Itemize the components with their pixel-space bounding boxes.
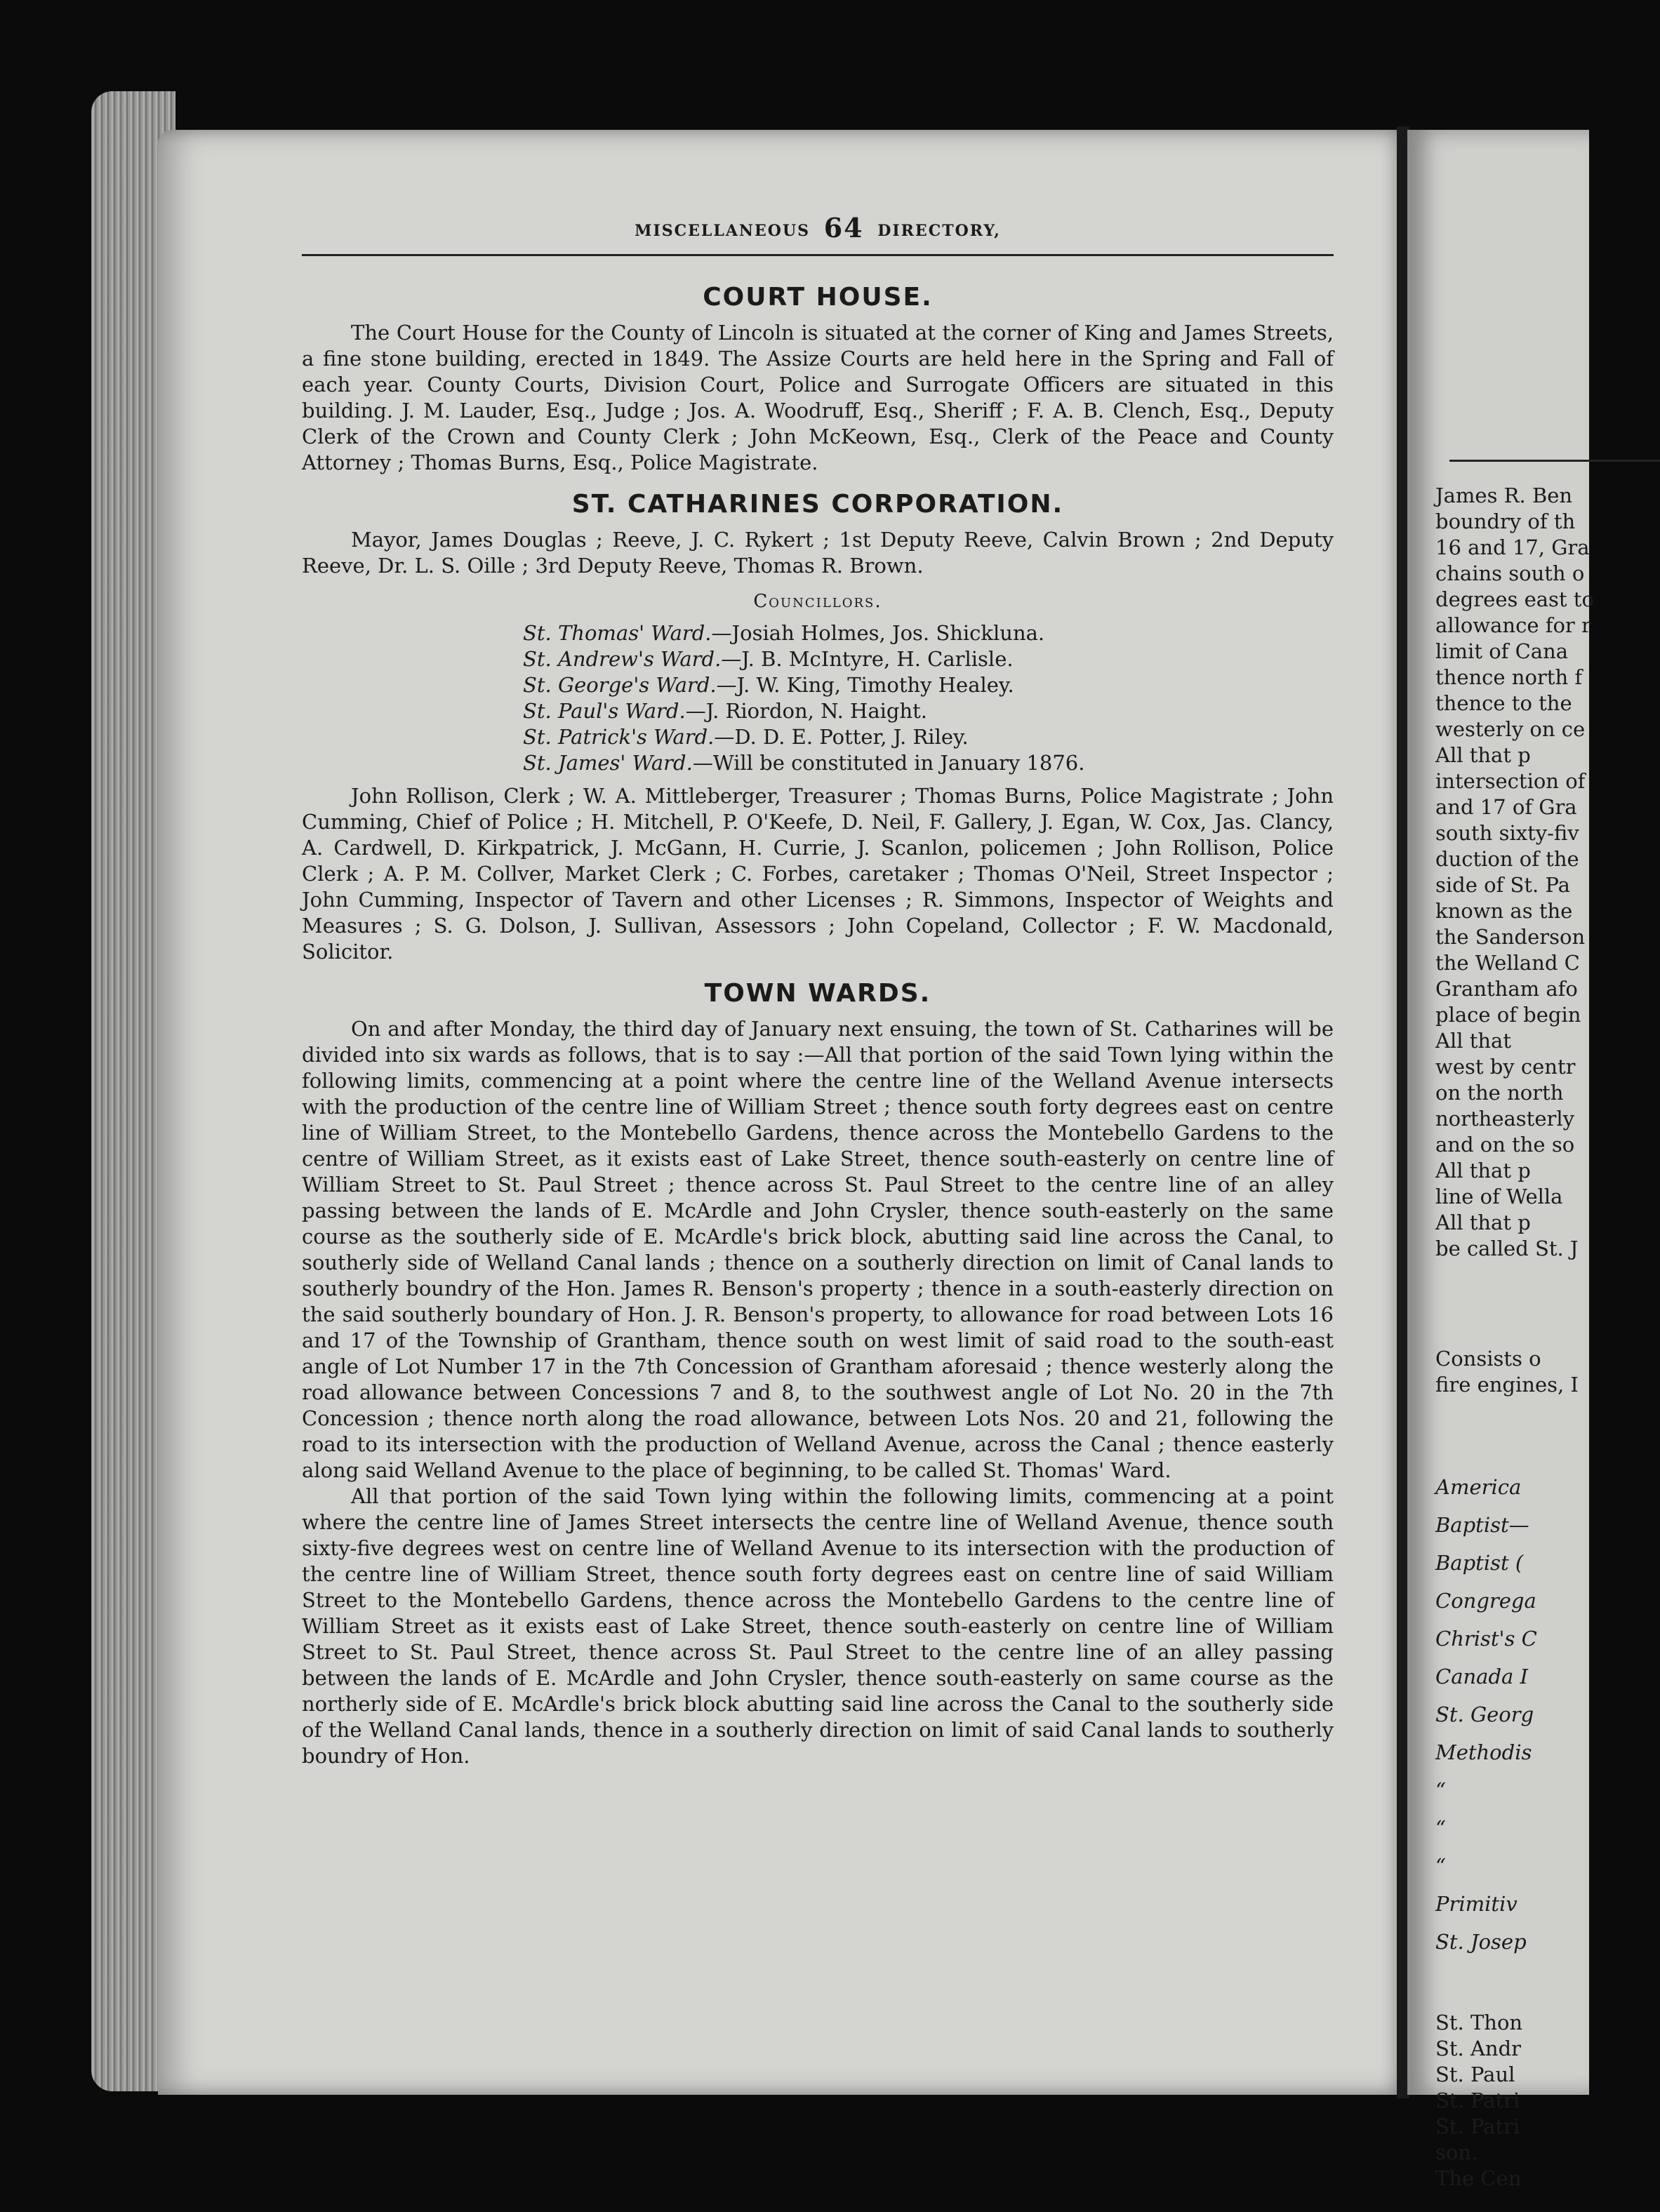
right-page-line: place of begin xyxy=(1435,1003,1581,1027)
church-entry: St. Josep xyxy=(1435,1930,1527,1954)
ward-list-line: St. Paul xyxy=(1435,2063,1515,2086)
right-page-line: Grantham afo xyxy=(1435,977,1578,1001)
church-entry: Canada I xyxy=(1435,1665,1528,1688)
right-page-line: limit of Cana xyxy=(1435,639,1569,663)
head-rule xyxy=(302,254,1334,256)
church-entry: America xyxy=(1435,1475,1522,1499)
ward-entry: St. Paul's Ward.—J. Riordon, N. Haight. xyxy=(523,699,928,723)
right-page-line: the Welland C xyxy=(1435,951,1580,975)
corporation-heading: ST. CATHARINES CORPORATION. xyxy=(571,490,1064,519)
right-page-line: All that xyxy=(1435,1029,1511,1053)
right-page-line: and 17 of Gra xyxy=(1435,795,1577,819)
church-entry: Baptist— xyxy=(1435,1513,1529,1537)
running-head-right: DIRECTORY, xyxy=(877,222,1001,240)
right-page-line: known as the xyxy=(1435,899,1573,923)
town-wards-heading: TOWN WARDS. xyxy=(704,979,931,1008)
corporation-staff: John Rollison, Clerk ; W. A. Mittleberger, Treasurer ; Thomas Burns, Police Magistrate ; John Cumming, Chief of Police ; H. Mitchell, P. O'Keefe, D. Neil, F. Gallery, J. Egan, W. Cox, Jas. Clancy, A. Cardwell, D. Kirkpatrick, J. McGann, H. Currie, J. Scanlon, policemen ; John Rollison, Police Clerk ; A. P. M. Collver, Market Clerk ; C. Forbes, caretaker ; Thomas O'Neil, Street Inspector ; John Cumming, Inspector of Tavern and other Licenses ; R. Simmons, Inspector of Weights and Measures ; S. G. Dolson, J. Sullivan, Assessors ; John Copeland, Collector ; F. W. Macdonald, Solicitor. xyxy=(302,784,1334,964)
church-entry: Methodis xyxy=(1435,1740,1532,1764)
church-entry: “ xyxy=(1435,1854,1446,1878)
right-page-line: thence to the xyxy=(1435,691,1572,715)
councillors-heading: Councillors. xyxy=(753,591,882,612)
ward-list-line: St. Thon xyxy=(1435,2011,1523,2034)
right-page-line: allowance for r xyxy=(1435,613,1591,637)
right-page-line: westerly on ce xyxy=(1435,717,1586,741)
right-rule xyxy=(1449,460,1660,462)
court-house-heading: COURT HOUSE. xyxy=(703,283,933,312)
ward-list-line: St. Patri xyxy=(1435,2114,1520,2138)
church-entry: Christ's C xyxy=(1435,1627,1537,1651)
right-page-line: be called St. J xyxy=(1435,1237,1579,1260)
right-page-line: 16 and 17, Gra xyxy=(1435,535,1590,559)
right-page-line: All that p xyxy=(1435,743,1531,767)
ward-list-line: son. xyxy=(1435,2140,1478,2164)
right-page-line: intersection of xyxy=(1435,769,1586,793)
right-page-line: degrees east to xyxy=(1435,587,1594,611)
right-page-line: and on the so xyxy=(1435,1133,1575,1157)
church-entry: Congrega xyxy=(1435,1589,1536,1613)
ward-entry: St. James' Ward.—Will be constituted in January 1876. xyxy=(523,751,1085,775)
right-page-line: northeasterly xyxy=(1435,1107,1575,1131)
right-page-line: side of St. Pa xyxy=(1435,873,1570,897)
right-page-line: All that p xyxy=(1435,1159,1531,1182)
corporation-officers: Mayor, James Douglas ; Reeve, J. C. Rykert ; 1st Deputy Reeve, Calvin Brown ; 2nd Deputy Reeve, Dr. L. S. Oille ; 3rd Deputy Reeve, Thomas R. Brown. xyxy=(302,528,1334,578)
ward-entry: St. George's Ward.—J. W. King, Timothy Healey. xyxy=(523,673,1014,697)
court-house-text: The Court House for the County of Lincoln is situated at the corner of King and James Streets, a fine stone building, erected in 1849. The Assize Courts are held here in the Spring and Fall of each year. County Courts, Division Court, Police and Surrogate Officers are situated in this building. J. M. Lauder, Esq., Judge ; Jos. A. Woodruff, Esq., Sheriff ; F. A. B. Clench, Esq., Deputy Clerk of the Crown and County Clerk ; John McKeown, Esq., Clerk of the Peace and County Attorney ; Thomas Burns, Esq., Police Magistrate. xyxy=(302,321,1334,474)
church-entry: Baptist ( xyxy=(1435,1551,1524,1575)
right-page-line: chains south o xyxy=(1435,561,1585,585)
ward-list-line: St. Andr xyxy=(1435,2037,1522,2060)
right-page-line: the Sanderson xyxy=(1435,925,1586,949)
church-entry: “ xyxy=(1435,1816,1446,1840)
page-content xyxy=(302,211,1334,1769)
ward-entry: St. Thomas' Ward.—Josiah Holmes, Jos. Shickluna. xyxy=(523,621,1045,645)
ward-list-line: The Cen xyxy=(1435,2166,1522,2190)
right-page-line: James R. Ben xyxy=(1435,484,1573,507)
church-entry: St. Georg xyxy=(1435,1703,1534,1726)
right-page-line: fire engines, I xyxy=(1435,1373,1579,1397)
councillors-list xyxy=(523,620,1334,776)
town-wards-para2: All that portion of the said Town lying within the following limits, commencing at a point where the centre line of James Street intersects the centre line of Welland Avenue, thence south sixty-five degrees west on centre line of Welland Avenue to its intersection with the production of the centre line of William Street, thence south forty degrees east on centre line of said William Street to the Montebello Gardens, thence across the Montebello Gardens to the centre line of William Street as it exists east of Lake Street, thence south-easterly on centre line of William Street to St. Paul Street, thence across St. Paul Street to the centre line of an alley passing between the lands of E. McArdle and John Crysler, thence south-easterly on same course as the northerly side of E. McArdle's brick block abutting said line across the Canal to the southerly side of the Welland Canal lands, thence in a southerly direction on limit of said Canal lands to southerly boundry of Hon. xyxy=(302,1484,1334,1768)
right-page-line: boundry of th xyxy=(1435,509,1576,533)
right-page-line: thence north f xyxy=(1435,665,1583,689)
ward-entry: St. Andrew's Ward.—J. B. McIntyre, H. Carlisle. xyxy=(523,647,1014,671)
right-page-line: west by centr xyxy=(1435,1055,1576,1079)
church-entry: “ xyxy=(1435,1778,1446,1802)
running-head xyxy=(302,211,1334,246)
right-page-content xyxy=(1435,340,1660,2192)
running-head-left: MISCELLANEOUS xyxy=(635,222,811,240)
town-wards-para1: On and after Monday, the third day of January next ensuing, the town of St. Catharines will be divided into six wards as follows, that is to say :—All that portion of the said Town lying within the following limits, commencing at a point where the centre line of the Welland Avenue intersects with the production of the centre line of William Street ; thence south forty degrees east on centre line of William Street, to the Montebello Gardens, thence across the Montebello Gardens to the centre of William Street, as it exists east of Lake Street, thence south-easterly on centre line of William Street to St. Paul Street ; thence across St. Paul Street to the centre line of an alley passing between the lands of E. McArdle and John Crysler, thence south-easterly on the same course as the southerly side of E. McArdle's brick block, abutting said line across the Canal, to southerly side of Welland Canal lands ; thence on a southerly direction on limit of Canal lands to southerly boundry of the Hon. James R. Benson's property ; thence in a south-easterly direction on the said southerly boundary of Hon. J. R. Benson's property, to allowance for road between Lots 16 and 17 of the Township of Grantham, thence south on west limit of said road to the south-east angle of Lot Number 17 in the 7th Concession of Grantham aforesaid ; thence westerly along the road allowance between Concessions 7 and 8, to the southwest angle of Lot No. 20 in the 7th Concession ; thence north along the road allowance, between Lots Nos. 20 and 21, following the road to its intersection with the production of Welland Avenue, across the Canal ; thence easterly along said Welland Avenue to the place of beginning, to be called St. Thomas' Ward. xyxy=(302,1017,1334,1482)
church-entry: Primitiv xyxy=(1435,1892,1518,1916)
right-page-line: All that p xyxy=(1435,1211,1531,1234)
ward-entry: St. Patrick's Ward.—D. D. E. Potter, J. Riley. xyxy=(523,725,969,749)
right-page-line: line of Wella xyxy=(1435,1185,1563,1208)
page-right xyxy=(1407,130,1594,2190)
right-page-line: south sixty-fiv xyxy=(1435,821,1579,845)
ward-list-line: St. Patri xyxy=(1435,2088,1520,2112)
right-page-line: duction of the xyxy=(1435,847,1579,871)
page-number: 64 xyxy=(823,212,864,244)
right-page-line: on the north xyxy=(1435,1081,1564,1105)
right-page-line: Consists o xyxy=(1435,1347,1541,1371)
